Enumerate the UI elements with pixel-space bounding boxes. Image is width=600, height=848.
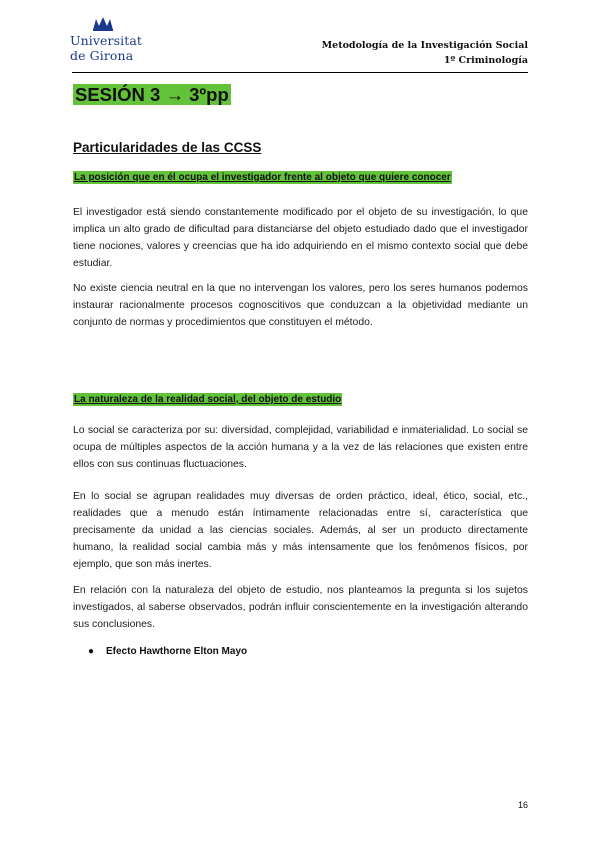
logo-text-line1: Universitat	[70, 33, 143, 48]
paragraph-4: En lo social se agrupan realidades muy diversas de orden práctico, ideal, ético, social, etc., realidades que a menudo están íntimamente relacionadas entre sí, característica que precisamente da unidad a las ciencias sociales. Además, al ser un producto directamente humano, la realidad social cambia más y más intensamente que los fenómenos físicos, por ejemplo, que son más inertes.	[73, 491, 528, 570]
bullet-dot-icon: ●	[88, 646, 95, 657]
paragraph-5: En relación con la naturaleza del objeto de estudio, nos planteamos la pregunta si los sujetos investigados, al saberse observados, podrán influir conscientemente en la investigación alterando sus conclusiones.	[73, 585, 528, 630]
subsection-heading-2	[73, 394, 528, 405]
bullet-list-item	[88, 646, 247, 657]
section-title: Particularidades de las CCSS	[73, 140, 262, 155]
university-logo	[70, 16, 150, 68]
header-divider	[72, 72, 528, 73]
bullet-text: Efecto Hawthorne Elton Mayo	[106, 646, 248, 657]
session-title: SESIÓN 3 → 3ºpp	[75, 84, 229, 105]
crest-icon	[92, 16, 114, 32]
course-title: Metodología de la Investigación Social	[321, 40, 528, 51]
paragraph-1: El investigador está siendo constantemente modificado por el objeto de su investigación, lo que implica un alto grado de dificultad para distanciarse del objeto estudiado dado que el investigador tiene nociones, valores y creencias que ha ido adquiriendo en el mismo contexto social que debe estudiar.	[73, 207, 528, 269]
header-course-info	[322, 38, 528, 68]
subsection-heading-1	[73, 172, 528, 183]
course-subtitle: 1º Criminología	[443, 55, 528, 66]
subsection-heading-2-text: La naturaleza de la realidad social, del objeto de estudio	[74, 394, 342, 405]
logo-text-line2: de Girona	[70, 48, 134, 63]
paragraph-3: Lo social se caracteriza por su: diversidad, complejidad, variabilidad e inmaterialidad. Lo social se ocupa de múltiples aspectos de la acción humana y a la vez de las relaciones que existen entre ellos con sus continuas fluctuaciones.	[73, 425, 528, 470]
page-number: 16	[517, 800, 528, 810]
subsection-heading-1-text: La posición que en él ocupa el investigador frente al objeto que quiere conocer	[74, 172, 451, 183]
session-heading	[73, 84, 528, 106]
paragraph-2: No existe ciencia neutral en la que no intervengan los valores, pero los seres humanos podemos instaurar racionalmente procesos cognoscitivos que conduzcan a la objetividad mediante un conjunto de normas y procedimientos que constituyen el método.	[73, 283, 528, 328]
